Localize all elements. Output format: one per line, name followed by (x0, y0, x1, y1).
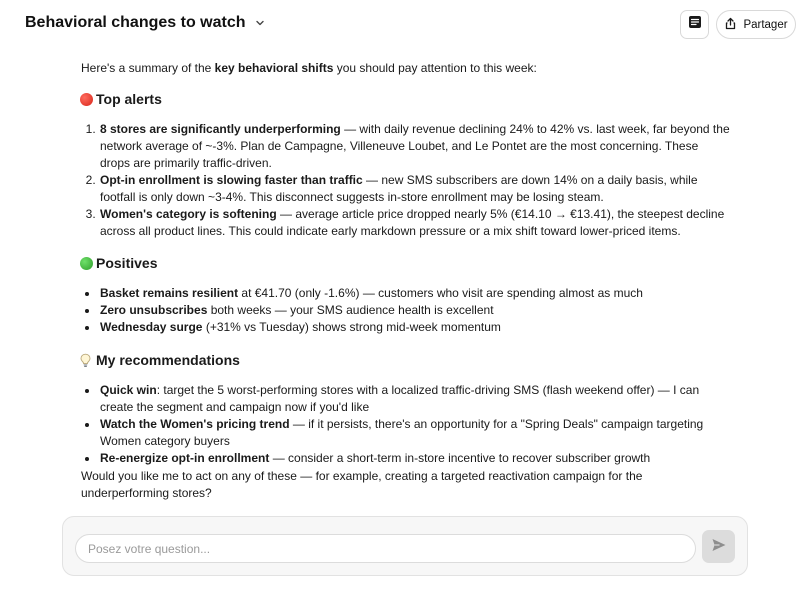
intro-text-end: you should pay attention to this week: (333, 61, 537, 75)
recommendations-list (99, 382, 731, 467)
intro-paragraph (81, 60, 731, 77)
alerts-list (99, 121, 731, 240)
list-item (99, 382, 731, 416)
closing-question: Would you like me to act on any of these — for example, creating a targeted reactivation campaign for the underperforming stores? (81, 469, 643, 500)
chevron-down-icon (254, 17, 266, 29)
document-icon (688, 15, 702, 34)
intro-text: Here's a summary of the (81, 61, 215, 75)
list-item (99, 302, 731, 319)
positives-list (99, 285, 731, 336)
share-label: Partager (743, 18, 788, 31)
item-text: — if it persists, there's an opportunity for a "Spring Deals" campaign targeting Women category buyers (100, 417, 704, 448)
item-text: — new SMS subscribers are down 14% on a daily basis, while footfall is only down ~3-4%. This disconnect suggests in-store enrollment may be losing steam. (100, 173, 698, 204)
section-heading-alerts (80, 90, 731, 108)
item-text: — average article price dropped nearly 5% (€14.10 → €13.41), the steepest decline across all product lines. This could indicate early markdown pressure or a mix shift toward lower-priced items. (100, 207, 725, 238)
item-bold: Opt-in enrollment is slowing faster than traffic (100, 173, 363, 187)
item-text: at €41.70 (only -1.6%) — customers who visit are spending almost as much (238, 286, 643, 300)
send-icon (711, 537, 727, 556)
item-text: — with daily revenue declining 24% to 42% vs. last week, far beyond the network average of ~-3%. Plan de Campagne, Villeneuve Loubet, and Le Pontet are the most concerning. These drops are primarily traffic-driven. (100, 122, 730, 170)
item-bold: Women's category is softening (100, 207, 277, 221)
document-button[interactable] (680, 10, 709, 39)
lightbulb-icon (79, 353, 92, 368)
list-item (99, 121, 731, 172)
share-icon (724, 17, 743, 33)
list-item (99, 416, 731, 450)
question-input[interactable] (75, 534, 696, 563)
item-bold: Zero unsubscribes (100, 303, 208, 317)
section-title: Top alerts (96, 91, 162, 107)
list-item (99, 172, 731, 206)
item-bold: Watch the Women's pricing trend (100, 417, 290, 431)
item-bold: Quick win (100, 383, 157, 397)
green-circle-icon (80, 257, 93, 270)
list-item (99, 450, 731, 467)
send-button[interactable] (702, 530, 735, 563)
intro-bold: key behavioral shifts (214, 61, 334, 75)
item-bold: 8 stores are significantly underperforming (100, 122, 341, 136)
item-text: : target the 5 worst-performing stores with a localized traffic-driving SMS (flash weekend offer) — I can create the segment and campaign now if you'd like (100, 383, 700, 414)
item-text: — consider a short-term in-store incentive to recover subscriber growth (269, 451, 651, 465)
item-bold: Re-energize opt-in enrollment (100, 451, 270, 465)
conversation-title-dropdown[interactable] (25, 14, 266, 32)
item-text: (+31% vs Tuesday) shows strong mid-week momentum (202, 320, 501, 334)
section-title: My recommendations (96, 352, 240, 368)
list-item (99, 319, 731, 336)
item-bold: Wednesday surge (100, 320, 203, 334)
item-bold: Basket remains resilient (100, 286, 239, 300)
share-button[interactable] (716, 10, 796, 39)
section-title: Positives (96, 255, 158, 271)
item-text: both weeks — your SMS audience health is excellent (207, 303, 494, 317)
chat-header (0, 0, 800, 48)
red-circle-icon (80, 93, 93, 106)
section-heading-positives (80, 254, 731, 272)
assistant-message (81, 60, 731, 502)
section-heading-recommendations (80, 351, 731, 369)
composer (62, 516, 748, 576)
list-item (99, 206, 731, 240)
list-item (99, 285, 731, 302)
conversation-title: Behavioral changes to watch (25, 14, 246, 31)
